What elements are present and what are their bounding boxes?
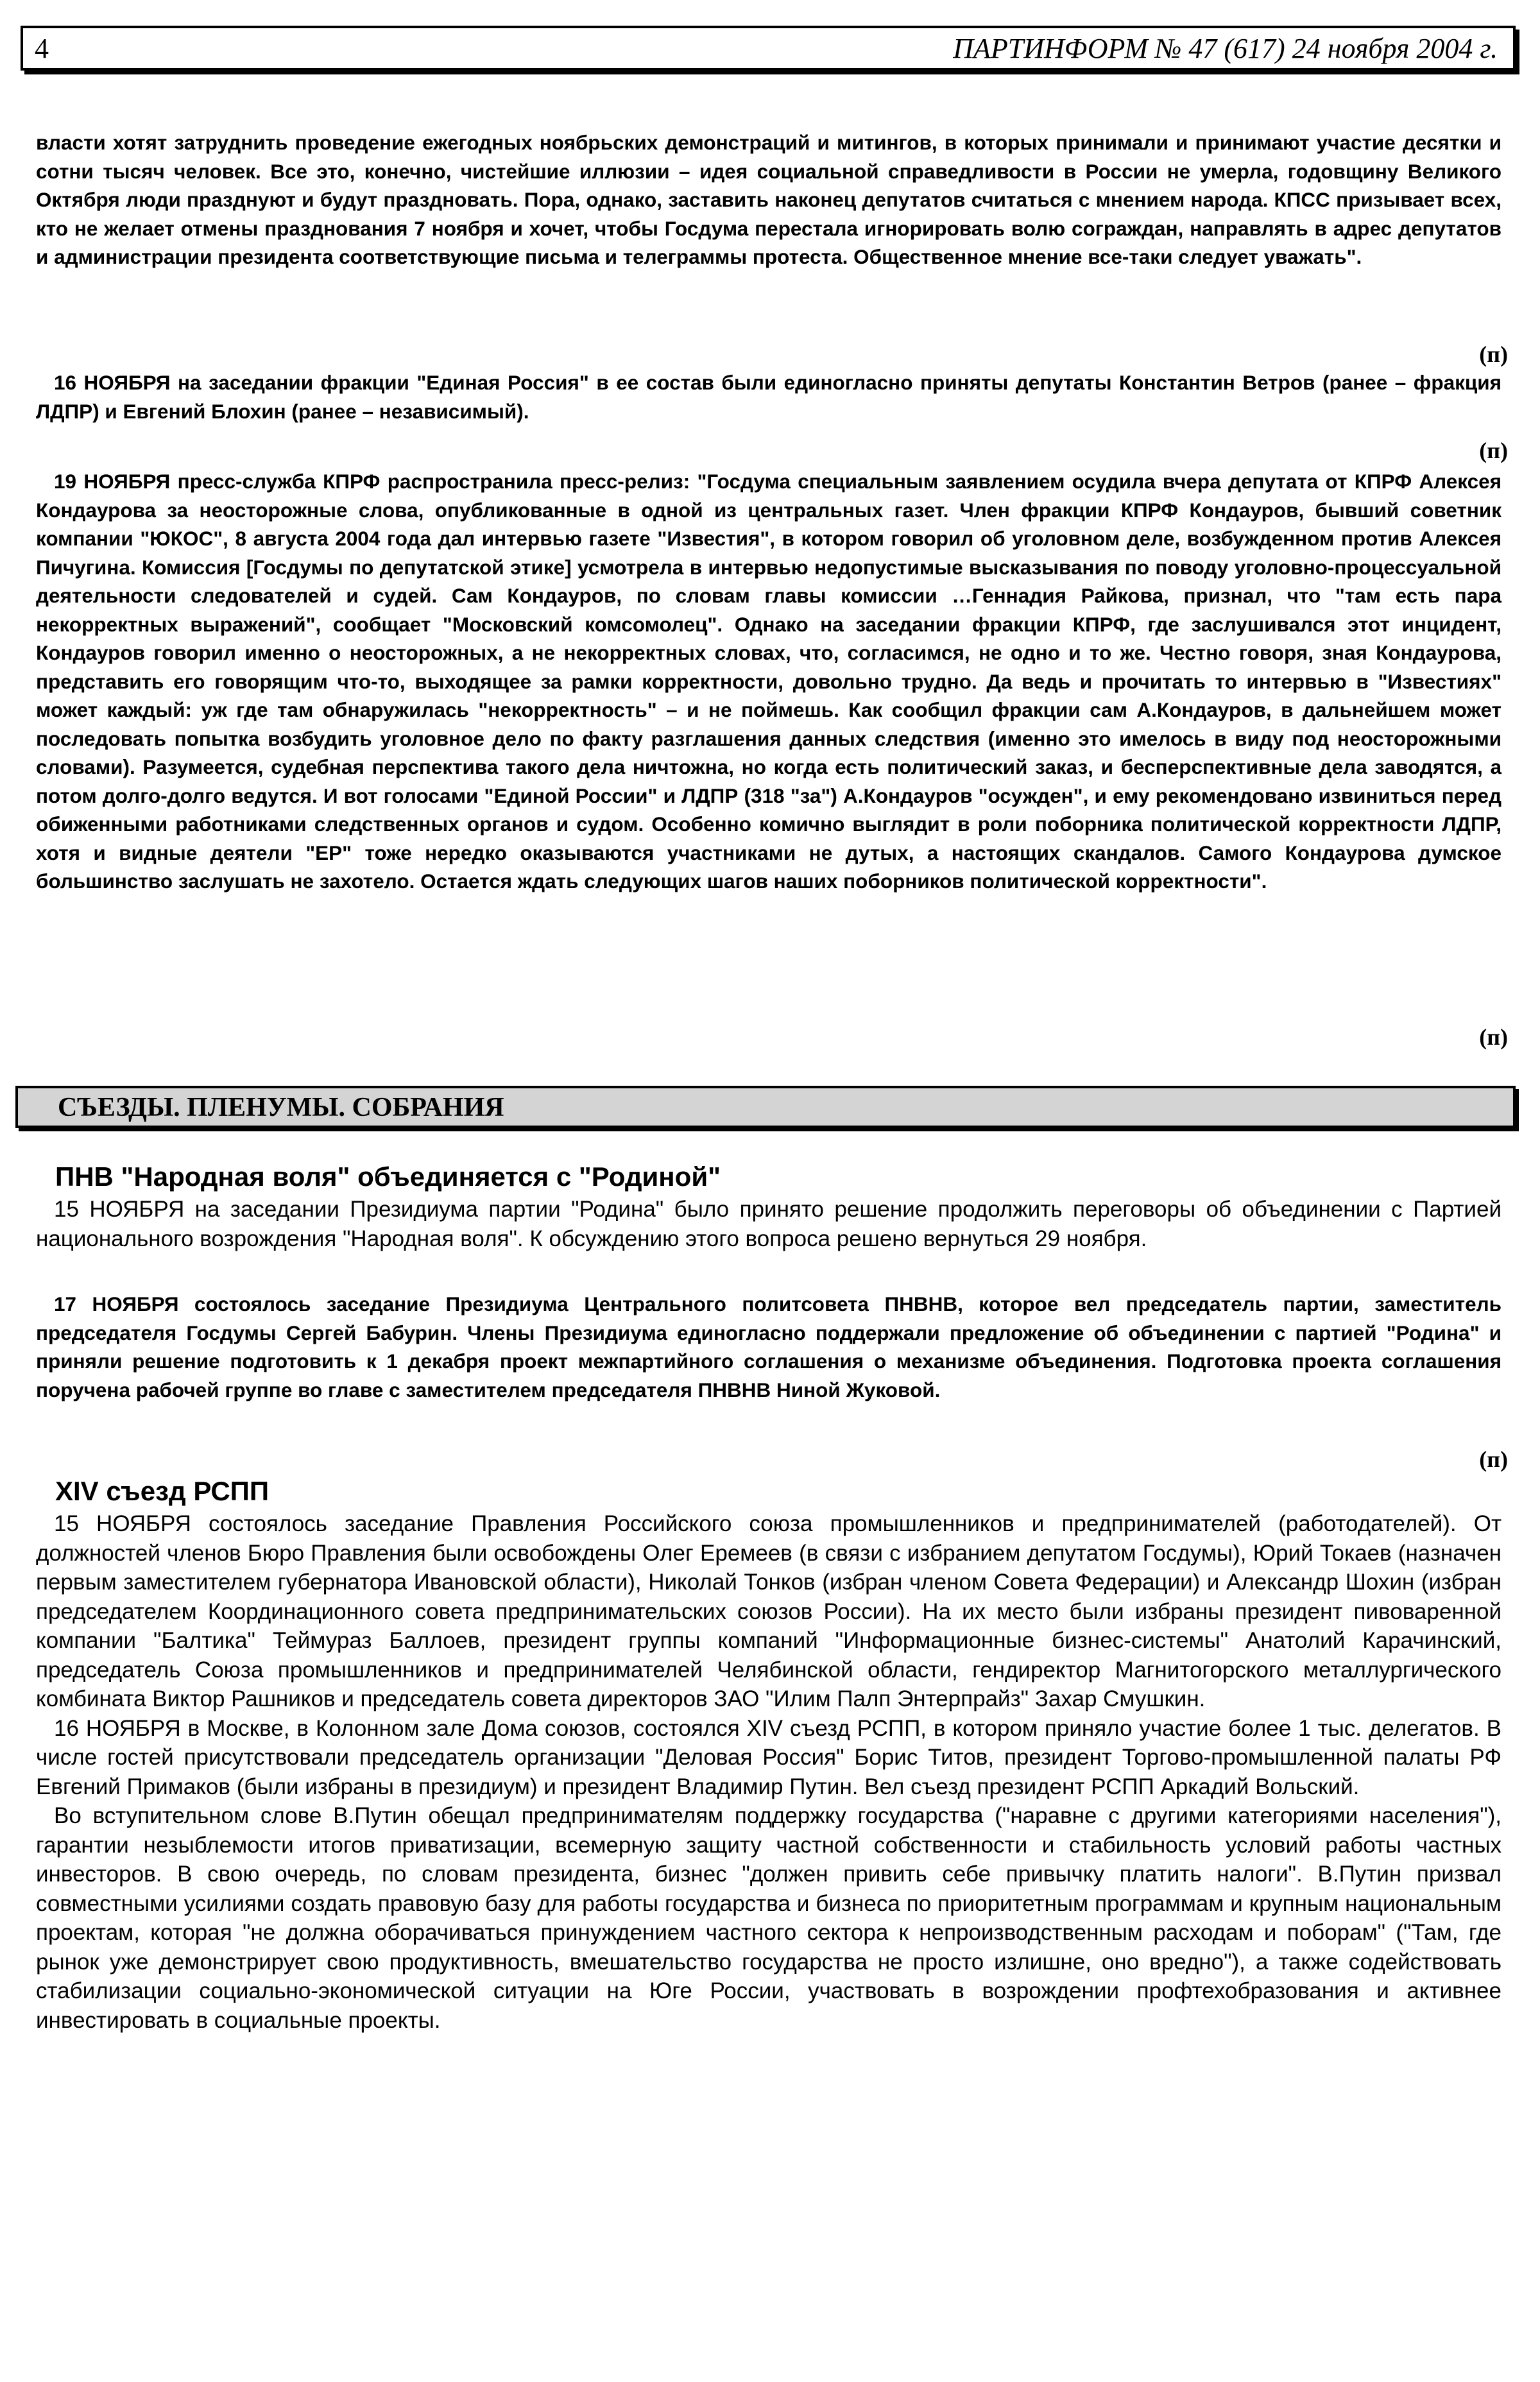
page-header [21, 26, 1516, 71]
page-number: 4 [35, 33, 49, 64]
paragraph-kondaurov: 19 НОЯБРЯ пресс-служба КПРФ распространила пресс-релиз: "Госдума специальным заявлением осудила вчера депутата от КПРФ Алексея Кондаурова за неосторожные слова, опубликованные в одной из центральных газет. Член фракции КПРФ Кондауров, бывший советник компании "ЮКОС", 8 августа 2004 года дал интервью газете "Известия", в котором говорил об уголовном деле, возбужденном против Алексея Пичугина. Комиссия [Госдумы по депутатской этике] усмотрела в интервью недопустимые высказывания по поводу уголовно-процессуальной деятельности следователей и судей. Сам Кондауров, по словам главы комиссии …Геннадия Райкова, признал, что "там есть пара некорректных выражений", сообщает "Московский комсомолец". Однако на заседании фракции КПРФ, где заслушивался этот инцидент, Кондауров говорил именно о неосторожных, а не некорректных словах, что, согласимся, не одно и то же. Честно говоря, зная Кондаурова, представить его говорящим что-то, выходящее за рамки корректности, довольно трудно. Да ведь и прочитать то интервью в "Известиях" может каждый: уж где там обнаружилась "некорректность" – и не поймешь. Как сообщил фракции сам А.Кондауров, в дальнейшем может последовать попытка возбудить уголовное дело по факту разглашения данных следствия (именно это имелось в виду под неосторожными словами). Разумеется, судебная перспектива такого дела ничтожна, но когда есть политический заказ, и бесперспективные дела заводятся, а потом долго-долго ведутся. И вот голосами "Единой России" и ЛДПР (318 "за") А.Кондауров "осужден", и ему рекомендовано извиниться перед обиженными работниками следственных органов и судом. Особенно комично выглядит в роли поборника политической корректности ЛДПР, хотя и видные деятели "ЕР" тоже нередко оказываются участниками не дутых, а настоящих скандалов. Самого Кондаурова думское большинство заслушать не захотело. Остается ждать следующих шагов наших поборников политической корректности". [36, 470, 1502, 893]
source-mark: (п) [1479, 341, 1508, 367]
source-mark: (п) [1479, 438, 1508, 463]
article-heading: XIV съезд РСПП [55, 1476, 270, 1506]
paragraph-edinaya-rossiya: 16 НОЯБРЯ на заседании фракции "Единая Россия" в ее состав были единогласно приняты депутаты Константин Ветров (ранее – фракция ЛДПР) и Евгений Блохин (ранее – независимый). [36, 371, 1502, 423]
paragraph-kpss-end: власти хотят затруднить проведение ежегодных ноябрьских демонстраций и митингов, в которых принимали и принимают участие десятки и сотни тысяч человек. Все это, конечно, чистейшие иллюзии – идея социальной справедливости в России не умерла, годовщину Великого Октября люди празднуют и будут праздновать. Пора, однако, заставить наконец депутатов считаться с мнением народа. КПСС призывает всех, кто не желает отмены празднования 7 ноября и хочет, чтобы Госдума перестала игнорировать волю сограждан, направлять в адрес депутатов и администрации президента соответствующие письма и телеграммы протеста. Общественное мнение все-таки следует уважать". [36, 131, 1502, 268]
publication-title: ПАРТИНФОРМ № 47 (617) 24 ноября 2004 г. [953, 33, 1498, 64]
source-mark: (п) [1479, 1024, 1508, 1050]
section-title: СЪЕЗДЫ. ПЛЕНУМЫ. СОБРАНИЯ [58, 1093, 504, 1122]
article-body: 15 НОЯБРЯ состоялось заседание Правления Российского союза промышленников и предпринимателей (работодателей). От должностей членов Бюро Правления были освобождены Олег Еремеев (в связи с избранием депутатом Госдумы), Юрий Токаев (назначен первым заместителем губернатора Ивановской области), Николай Тонков (избран членом Совета Федерации) и Александр Шохин (избран председателем Координационного совета предпринимательских союзов России). На их место были избраны президент пивоваренной компании "Балтика" Теймураз Баллоев, президент группы компаний "Информационные бизнес-системы" Анатолий Карачинский, председатель Союза промышленников и предпринимателей Челябинской области, гендиректор Магнитогорского металлургического комбината Виктор Рашников и председатель совета директоров ЗАО "Илим Палп Энтерпрайз" Захар Смушкин. 16 НОЯБРЯ в Москве, в Колонном зале Дома союзов, состоялся XIV съезд РСПП, в котором приняло участие более 1 тыс. делегатов. В числе гостей присутствовали председатель организации "Деловая Россия" Борис Титов, президент Торгово-промышленной палаты РФ Евгений Примаков (были избраны в президиум) и президент Владимир Путин. Вел съезд президент РСПП Аркадий Вольский. Во вступительном слове В.Путин обещал предпринимателям поддержку государства ("наравне с другими категориями населения"), гарантии незыблемости итогов приватизации, всемерную защиту частной собственности и стабильность условий работы частных инвесторов. В свою очередь, по словам президента, бизнес "должен привить себе привычку платить налоги". В.Путин призвал совместными усилиями создать правовую базу для работы государства и бизнеса по приоритетным программам и крупным национальным проектам, которая "не должна оборачиваться принуждением частного сектора к непроизводственным расходам и поборам" ("Там, где рынок уже демонстрирует свою продуктивность, вмешательство государства не просто излишне, оно вредно"), а также содействовать стабилизации социально-экономической ситуации на Юге России, участвовать в возрождении профтехобразования и активнее инвестировать в социальные проекты. [36, 1511, 1502, 2033]
article-body-bold: 17 НОЯБРЯ состоялось заседание Президиума Центрального политсовета ПНВНВ, которое вел председатель партии, заместитель председателя Госдумы Сергей Бабурин. Члены Президиума единогласно поддержали предложение об объединении с партией "Родина" и приняли решение подготовить к 1 декабря проект межпартийного соглашения о механизме объединения. Подготовка проекта соглашения поручена рабочей группе во главе с заместителем председателя ПНВНВ Ниной Жуковой. [36, 1292, 1502, 1401]
source-mark: (п) [1479, 1446, 1508, 1472]
article-body: 15 НОЯБРЯ на заседании Президиума партии "Родина" было принято решение продолжить переговоры об объединении с Партией национального возрождения "Народная воля". К обсуждению этого вопроса решено вернуться 29 ноября. [36, 1197, 1502, 1251]
article-heading: ПНВ "Народная воля" объединяется с "Родиной" [55, 1161, 721, 1192]
section-header [15, 1086, 1516, 1128]
